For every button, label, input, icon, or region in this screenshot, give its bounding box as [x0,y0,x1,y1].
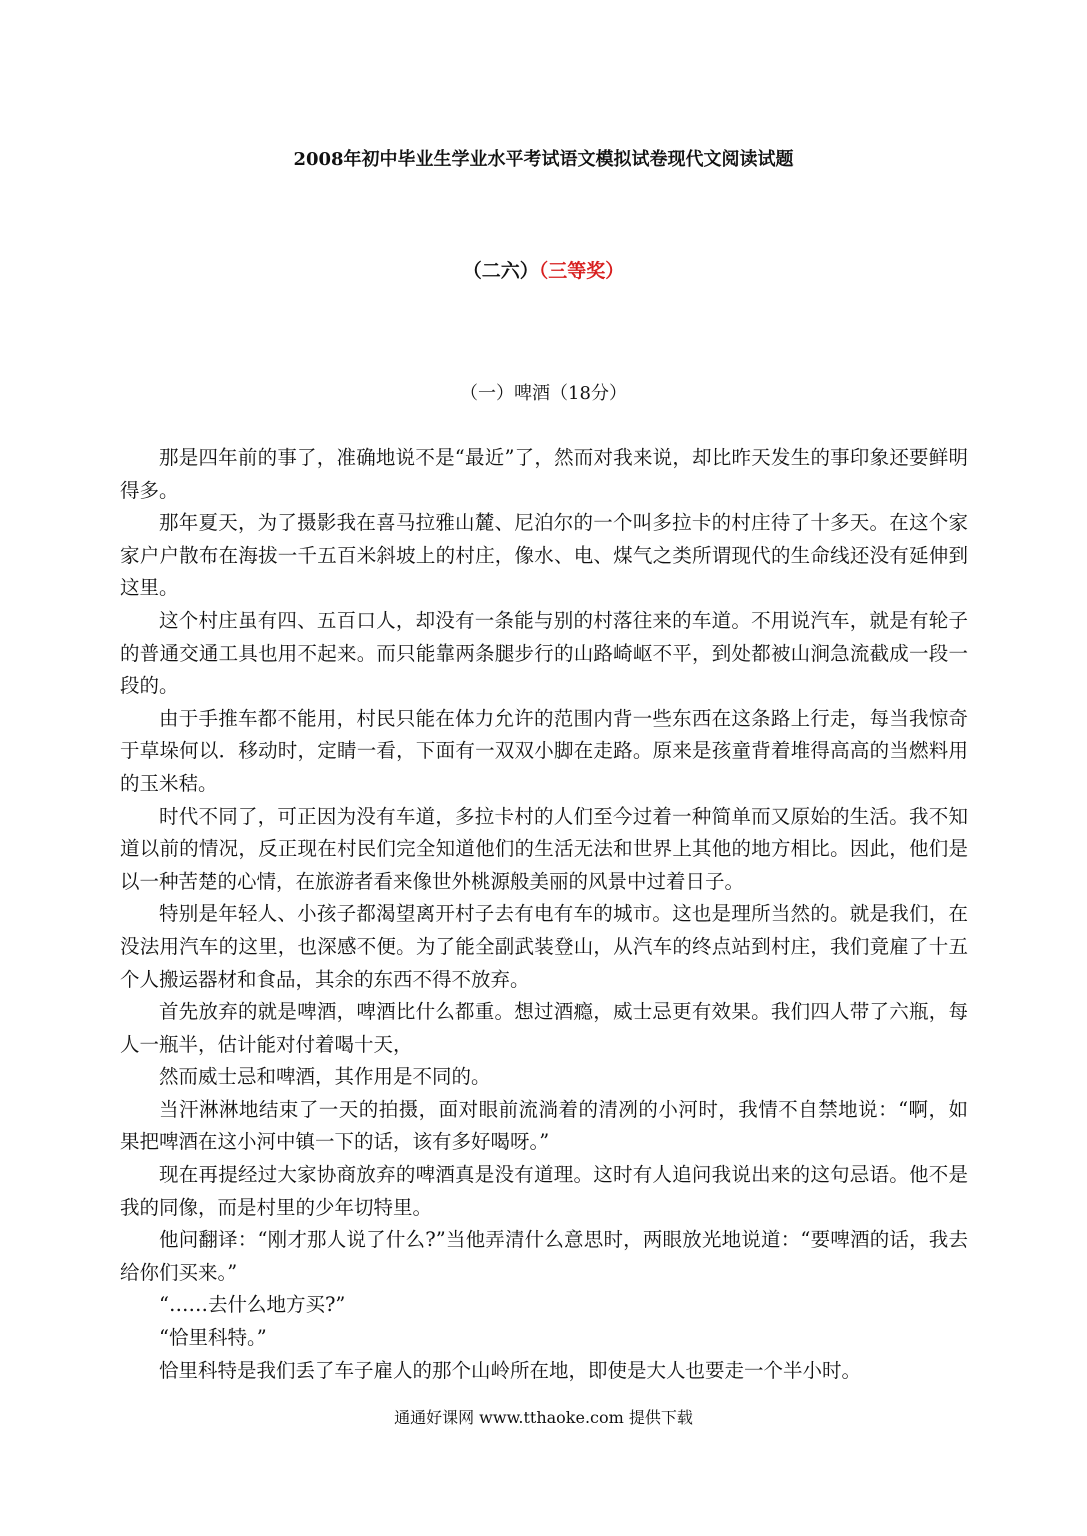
paragraph: 他问翻译：“刚才那人说了什么?”当他弄清什么意思时，两眼放光地说道：“要啤酒的话，我去给你们买来。” [120,1228,968,1284]
document-title: 2008年初中毕业生学业水平考试语文模拟试卷现代文阅读试题 [293,149,794,170]
paragraph: 特别是年轻人、小孩子都渴望离开村子去有电有车的城市。这也是理所当然的。就是我们，在没法用汽车的这里，也深感不便。为了能全副武装登山，从汽车的终点站到村庄，我们竟雇了十五个人搬运器材和食品，其余的东西不得不放弃。 [120,902,968,991]
paragraph: “……去什么地方买?” [159,1293,346,1317]
page-footer: 通通好课网 www.tthaoke.com 提供下载 [394,1408,693,1427]
paragraph: 然而威士忌和啤酒，其作用是不同的。 [159,1065,491,1089]
paragraph: 那年夏天，为了摄影我在喜马拉雅山麓、尼泊尔的一个叫多拉卡的村庄待了十多天。在这个家家户户散布在海拔一千五百米斜坡上的村庄，像水、电、煤气之类所谓现代的生命线还没有延伸到这里。 [120,511,968,600]
paragraph: “恰里科特。” [159,1326,267,1350]
paragraph: 首先放弃的就是啤酒，啤酒比什么都重。想过酒瘾，威士忌更有效果。我们四人带了六瓶，每人一瓶半，估计能对付着喝十天， [120,1000,968,1056]
section-heading [0,257,1087,285]
paragraph: 现在再提经过大家协商放弃的啤酒真是没有道理。这时有人追问我说出来的这句忌语。他不是我的同像，而是村里的少年切特里。 [120,1163,968,1219]
section-number: （二六） [462,260,539,282]
passage-title: （一）啤酒（18分） [460,383,627,404]
paragraph: 这个村庄虽有四、五百口人，却没有一条能与别的村落往来的车道。不用说汽车，就是有轮子的普通交通工具也用不起来。而只能靠两条腿步行的山路崎岖不平，到处都被山涧急流截成一段一段的。 [120,608,968,698]
paragraph: 那是四年前的事了，准确地说不是“最近”了，然而对我来说，却比昨天发生的事印象还要鲜明得多。 [120,446,968,502]
award-label: （三等奖） [538,260,625,282]
paragraph: 当汗淋淋地结束了一天的拍摄，面对眼前流淌着的清冽的小河时，我情不自禁地说：“啊，如果把啤酒在这小河中镇一下的话，该有多好喝呀。” [120,1097,968,1154]
paragraph: 时代不同了，可正因为没有车道，多拉卡村的人们至今过着一种简单而又原始的生活。我不知道以前的情况，反正现在村民们完全知道他们的生活无法和世界上其他的地方相比。因此，他们是以一种苦楚的心情，在旅游者看来像世外桃源般美丽的风景中过着日子。 [120,804,968,893]
passage-body [120,442,968,1387]
paragraph: 由于手推车都不能用，村民只能在体力允许的范围内背一些东西在这条路上行走，每当我惊奇于草垛何以．移动时，定睛一看，下面有一双双小脚在走路。原来是孩童背着堆得高高的当燃料用的玉米秸。 [120,706,968,795]
paragraph: 恰里科特是我们丢了车子雇人的那个山岭所在地，即使是大人也要走一个半小时。 [159,1358,862,1382]
